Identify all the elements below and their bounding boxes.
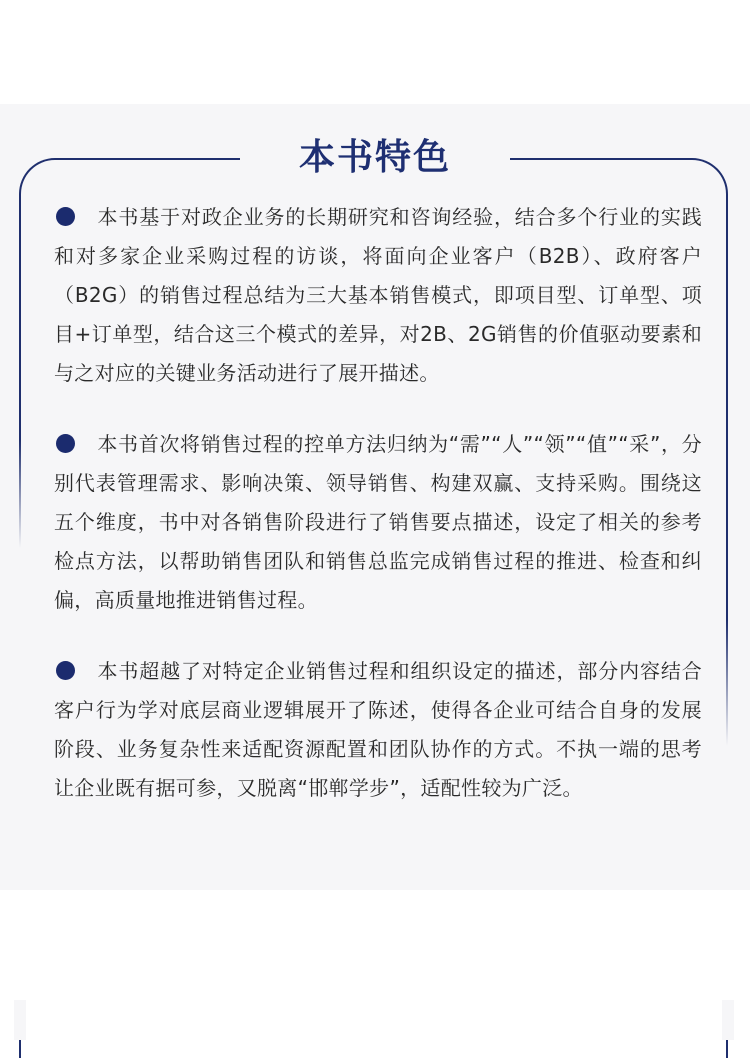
feature-text: 本书基于对政企业务的长期研究和咨询经验，结合多个行业的实践和对多家企业采购过程的访谈，将面向企业客户（B2B）、政府客户（B2G）的销售过程总结为三大基本销售模式，即项目型、订单型、项目+订单型，结合这三个模式的差异，对2B、2G销售的价值驱动要素和与之对应的关键业务活动进行了展开描述。	[54, 205, 702, 385]
bullet-dot-icon	[56, 661, 75, 680]
feature-text: 本书首次将销售过程的控单方法归纳为“需”“人”“领”“值”“采”，分别代表管理需求、影响决策、领导销售、构建双赢、支持采购。围绕这五个维度，书中对各销售阶段进行了销售要点描述，设定了相关的参考检点方法，以帮助销售团队和销售总监完成销售过程的推进、检查和纠偏，高质量地推进销售过程。	[54, 432, 702, 612]
feature-item-3	[54, 652, 702, 808]
bullet-dot-icon	[56, 207, 75, 226]
feature-item-1	[54, 198, 702, 393]
bullet-dot-icon	[56, 434, 75, 453]
bottom-area	[0, 890, 750, 1000]
feature-item-2	[54, 425, 702, 620]
section-title: 本书特色	[298, 137, 451, 178]
feature-text: 本书超越了对特定企业销售过程和组织设定的描述，部分内容结合客户行为学对底层商业逻辑展开了陈述，使得各企业可结合自身的发展阶段、业务复杂性来适配资源配置和团队协作的方式。不执一端的思考让企业既有据可参，又脱离“邯郸学步”，适配性较为广泛。	[54, 659, 702, 800]
